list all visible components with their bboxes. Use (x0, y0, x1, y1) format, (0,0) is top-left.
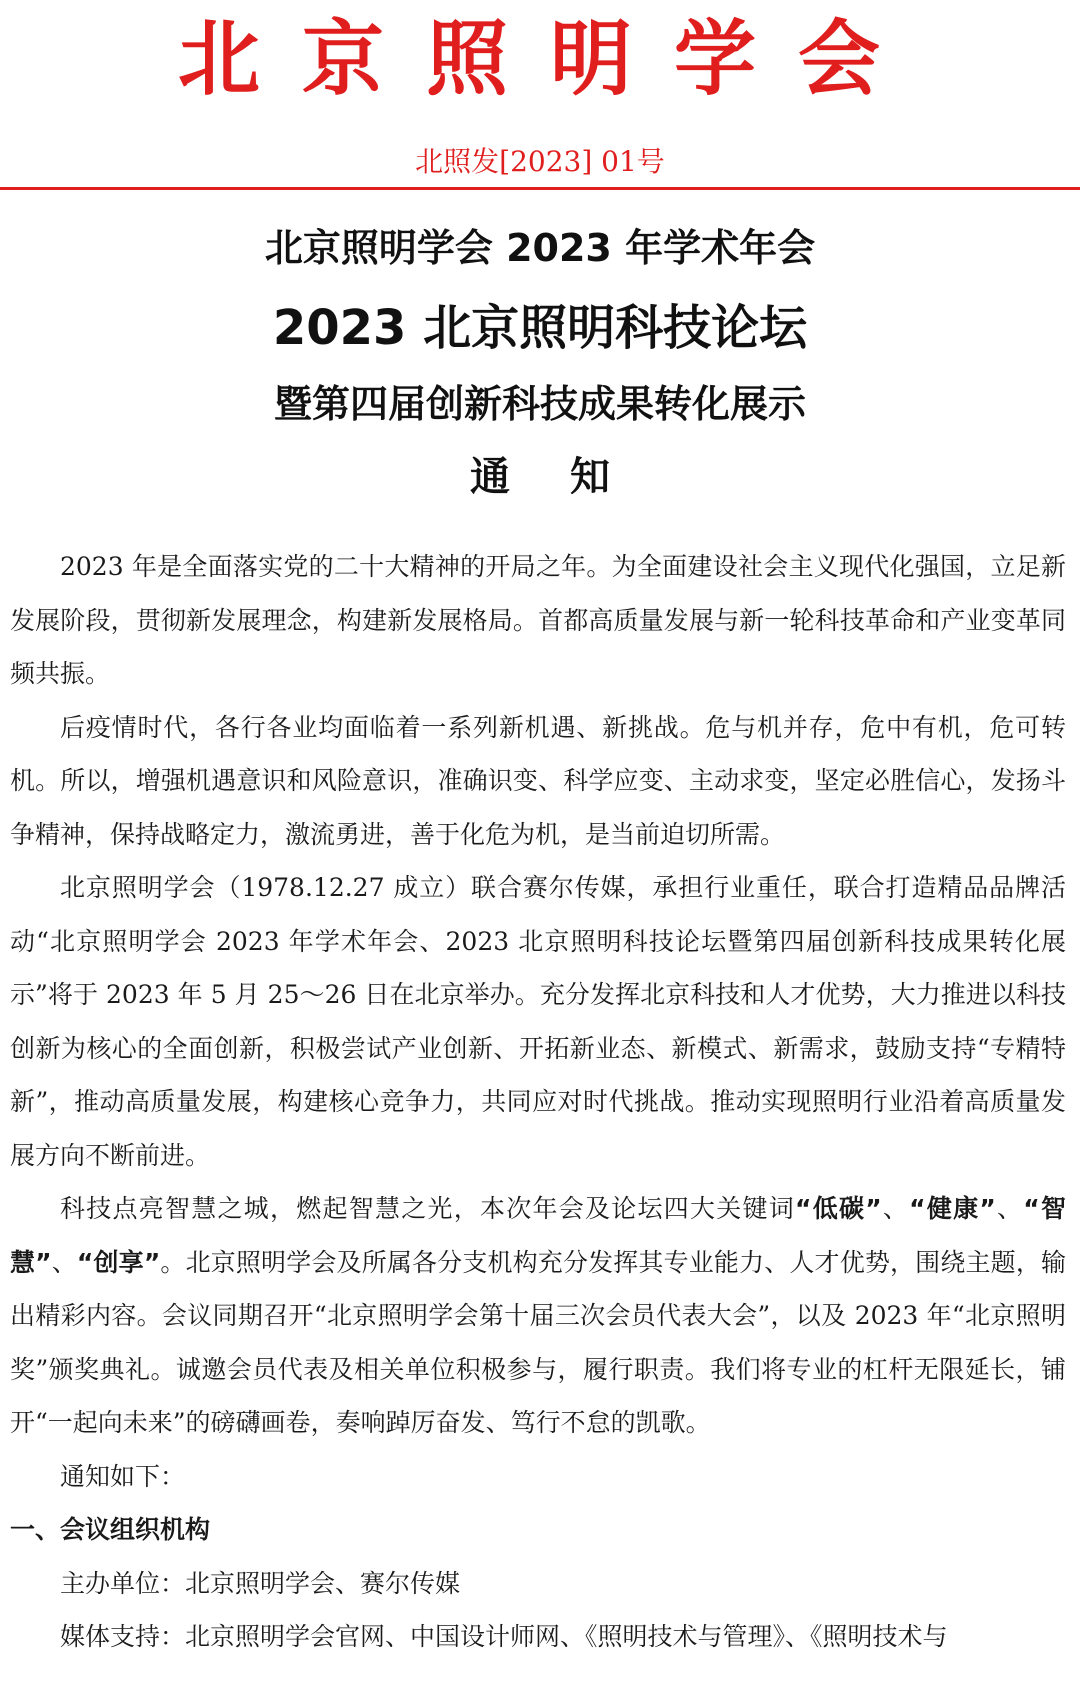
host-line: 主办单位：北京照明学会、赛尔传媒 (60, 1568, 461, 1598)
title-line-1: 北京照明学会 2023 年学术年会 (264, 226, 816, 270)
keyword-wisdom: “智慧” (10, 1194, 1066, 1277)
paragraph-3: 北京照明学会（1978.12.27 成立）联合赛尔传媒，承担行业重任，联合打造精品品牌活动“北京照明学会 2023 年学术年会、2023 北京照明科技论坛暨第四届创新科技成果转化展示”将于 2023 年 5 月 25～26 日在北京举办。充分发挥北京科技和人才优势，大力推进以科技创新为核心的全面创新，积极尝试产业创新、开拓新业态、新模式、新需求，鼓励支持“专精特新”，推动高质量发展，构建核心竞争力，共同应对时代挑战。推动实现照明行业沿着高质量发展方向不断前进。 (10, 873, 1066, 1170)
red-divider-line (0, 187, 1080, 190)
document-number: 北照发[2023] 01号 (415, 145, 665, 178)
keyword-share: “创享” (76, 1247, 161, 1277)
title-line-3: 暨第四届创新科技成果转化展示 (273, 382, 806, 426)
media-support-line: 媒体支持：北京照明学会官网、中国设计师网、《照明技术与管理》、《照明技术与 (60, 1622, 948, 1651)
paragraph-4-rest: 。北京照明学会及所属各分支机构充分发挥其专业能力、人才优势，围绕主题，输出精彩内容。会议同期召开“北京照明学会第十届三次会员代表大会”，以及 2023 年“北京照明奖”颁奖典礼。诚邀会员代表及相关单位积极参与，履行职责。我们将专业的杠杆无限延长，铺开“一起向未来”的磅礴画卷，奏响踔厉奋发、笃行不怠的凯歌。 (10, 1247, 1066, 1437)
title-line-2: 2023 北京照明科技论坛 (272, 300, 808, 356)
paragraph-2: 后疫情时代，各行各业均面临着一系列新机遇、新挑战。危与机并存，危中有机，危可转机。所以，增强机遇意识和风险意识，准确识变、科学应变、主动求变，坚定必胜信心，发扬斗争精神，保持战略定力，激流勇进，善于化危为机，是当前迫切所需。 (10, 712, 1066, 849)
keyword-low-carbon: “低碳” (795, 1194, 882, 1223)
paragraph-1: 2023 年是全面落实党的二十大精神的开局之年。为全面建设社会主义现代化强国，立足新发展阶段，贯彻新发展理念，构建新发展格局。首都高质量发展与新一轮科技革命和产业变革同频共振。 (10, 552, 1066, 688)
separator: 、 (51, 1247, 77, 1277)
separator: 、 (995, 1194, 1024, 1223)
paragraph-4-intro: 科技点亮智慧之城，燃起智慧之光，本次年会及论坛四大关键词 (60, 1194, 796, 1223)
section-heading-1: 一、会议组织机构 (10, 1515, 211, 1544)
title-notice: 通知 (470, 454, 670, 500)
keyword-health: “健康” (909, 1194, 996, 1223)
org-name-header: 北京照明学会 (177, 12, 922, 107)
paragraph-4 (10, 1182, 1066, 1450)
notice-body (10, 540, 1066, 1664)
separator: 、 (881, 1194, 910, 1223)
paragraph-5: 通知如下： (60, 1461, 186, 1491)
